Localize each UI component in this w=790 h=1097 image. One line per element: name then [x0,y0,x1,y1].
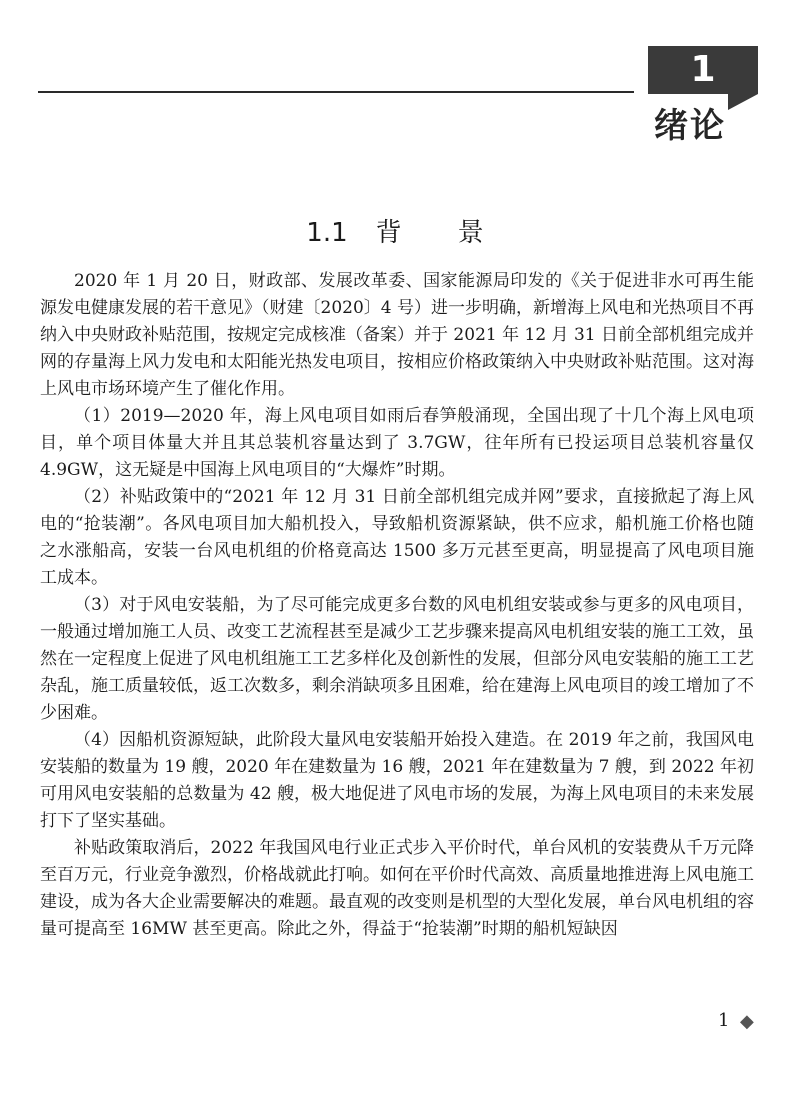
paragraph-point-3: （3）对于风电安装船，为了尽可能完成更多台数的风电机组安装或参与更多的风电项目，一般通过增加施工人员、改变工艺流程甚至是减少工艺步骤来提高风电机组安装的施工工效，虽然在一定程度上促进了风电机组施工工艺多样化及创新性的发展，但部分风电安装船的施工工艺杂乱，施工质量较低，返工次数多，剩余消缺项多且困难，给在建海上风电项目的竣工增加了不少困难。 [40,595,754,723]
header-rule [38,91,634,93]
body-text [40,268,754,943]
section-title-char-1: 背 [375,218,402,248]
chapter-number: 1 [690,49,716,90]
diamond-ornament-icon: ◆ [740,1011,754,1032]
section-number: 1.1 [306,218,348,248]
section-heading [0,212,790,249]
paragraph-point-4: （4）因船机资源短缺，此阶段大量风电安装船开始投入建造。在 2019 年之前，我国风电安装船的数量为 19 艘，2020 年在建数量为 16 艘，2021 年在建数量为 7 艘，到 2022 年初可用风电安装船的总数量为 42 艘，极大地促进了风电市场的发展，为海上风电项目的未来发展打下了坚实基础。 [40,730,754,831]
paragraph-point-2: （2）补贴政策中的“2021 年 12 月 31 日前全部机组完成并网”要求，直接掀起了海上风电的“抢装潮”。各风电项目加大船机投入，导致船机资源紧缺，供不应求，船机施工价格也随之水涨船高，安装一台风电机组的价格竟高达 1500 多万元甚至更高，明显提高了风电项目施工成本。 [40,487,754,588]
paragraph-intro: 2020 年 1 月 20 日，财政部、发展改革委、国家能源局印发的《关于促进非水可再生能源发电健康发展的若干意见》（财建〔2020〕4 号）进一步明确，新增海上风电和光热项目不再纳入中央财政补贴范围，按规定完成核准（备案）并于 2021 年 12 月 31 日前全部机组完成并网的存量海上风力发电和太阳能光热发电项目，按相应价格政策纳入中央财政补贴范围。这对海上风电市场环境产生了催化作用。 [40,271,754,399]
paragraph-point-1: （1）2019—2020 年，海上风电项目如雨后春笋般涌现，全国出现了十几个海上风电项目，单个项目体量大并且其总装机容量达到了 3.7GW，往年所有已投运项目总装机容量仅 4.9GW，这无疑是中国海上风电项目的“大爆炸”时期。 [40,406,754,480]
chapter-title: 绪论 [654,106,726,146]
page-number: 1 [718,1010,730,1031]
chapter-tab-fold [728,94,758,110]
section-title-char-2: 景 [457,218,484,248]
paragraph-conclusion: 补贴政策取消后，2022 年我国风电行业正式步入平价时代，单台风机的安装费从千万元降至百万元，行业竞争激烈，价格战就此打响。如何在平价时代高效、高质量地推进海上风电施工建设，成为各大企业需要解决的难题。最直观的改变则是机型的大型化发展，单台风电机组的容量可提高至 16MW 甚至更高。除此之外，得益于“抢装潮”时期的船机短缺因 [40,838,754,939]
